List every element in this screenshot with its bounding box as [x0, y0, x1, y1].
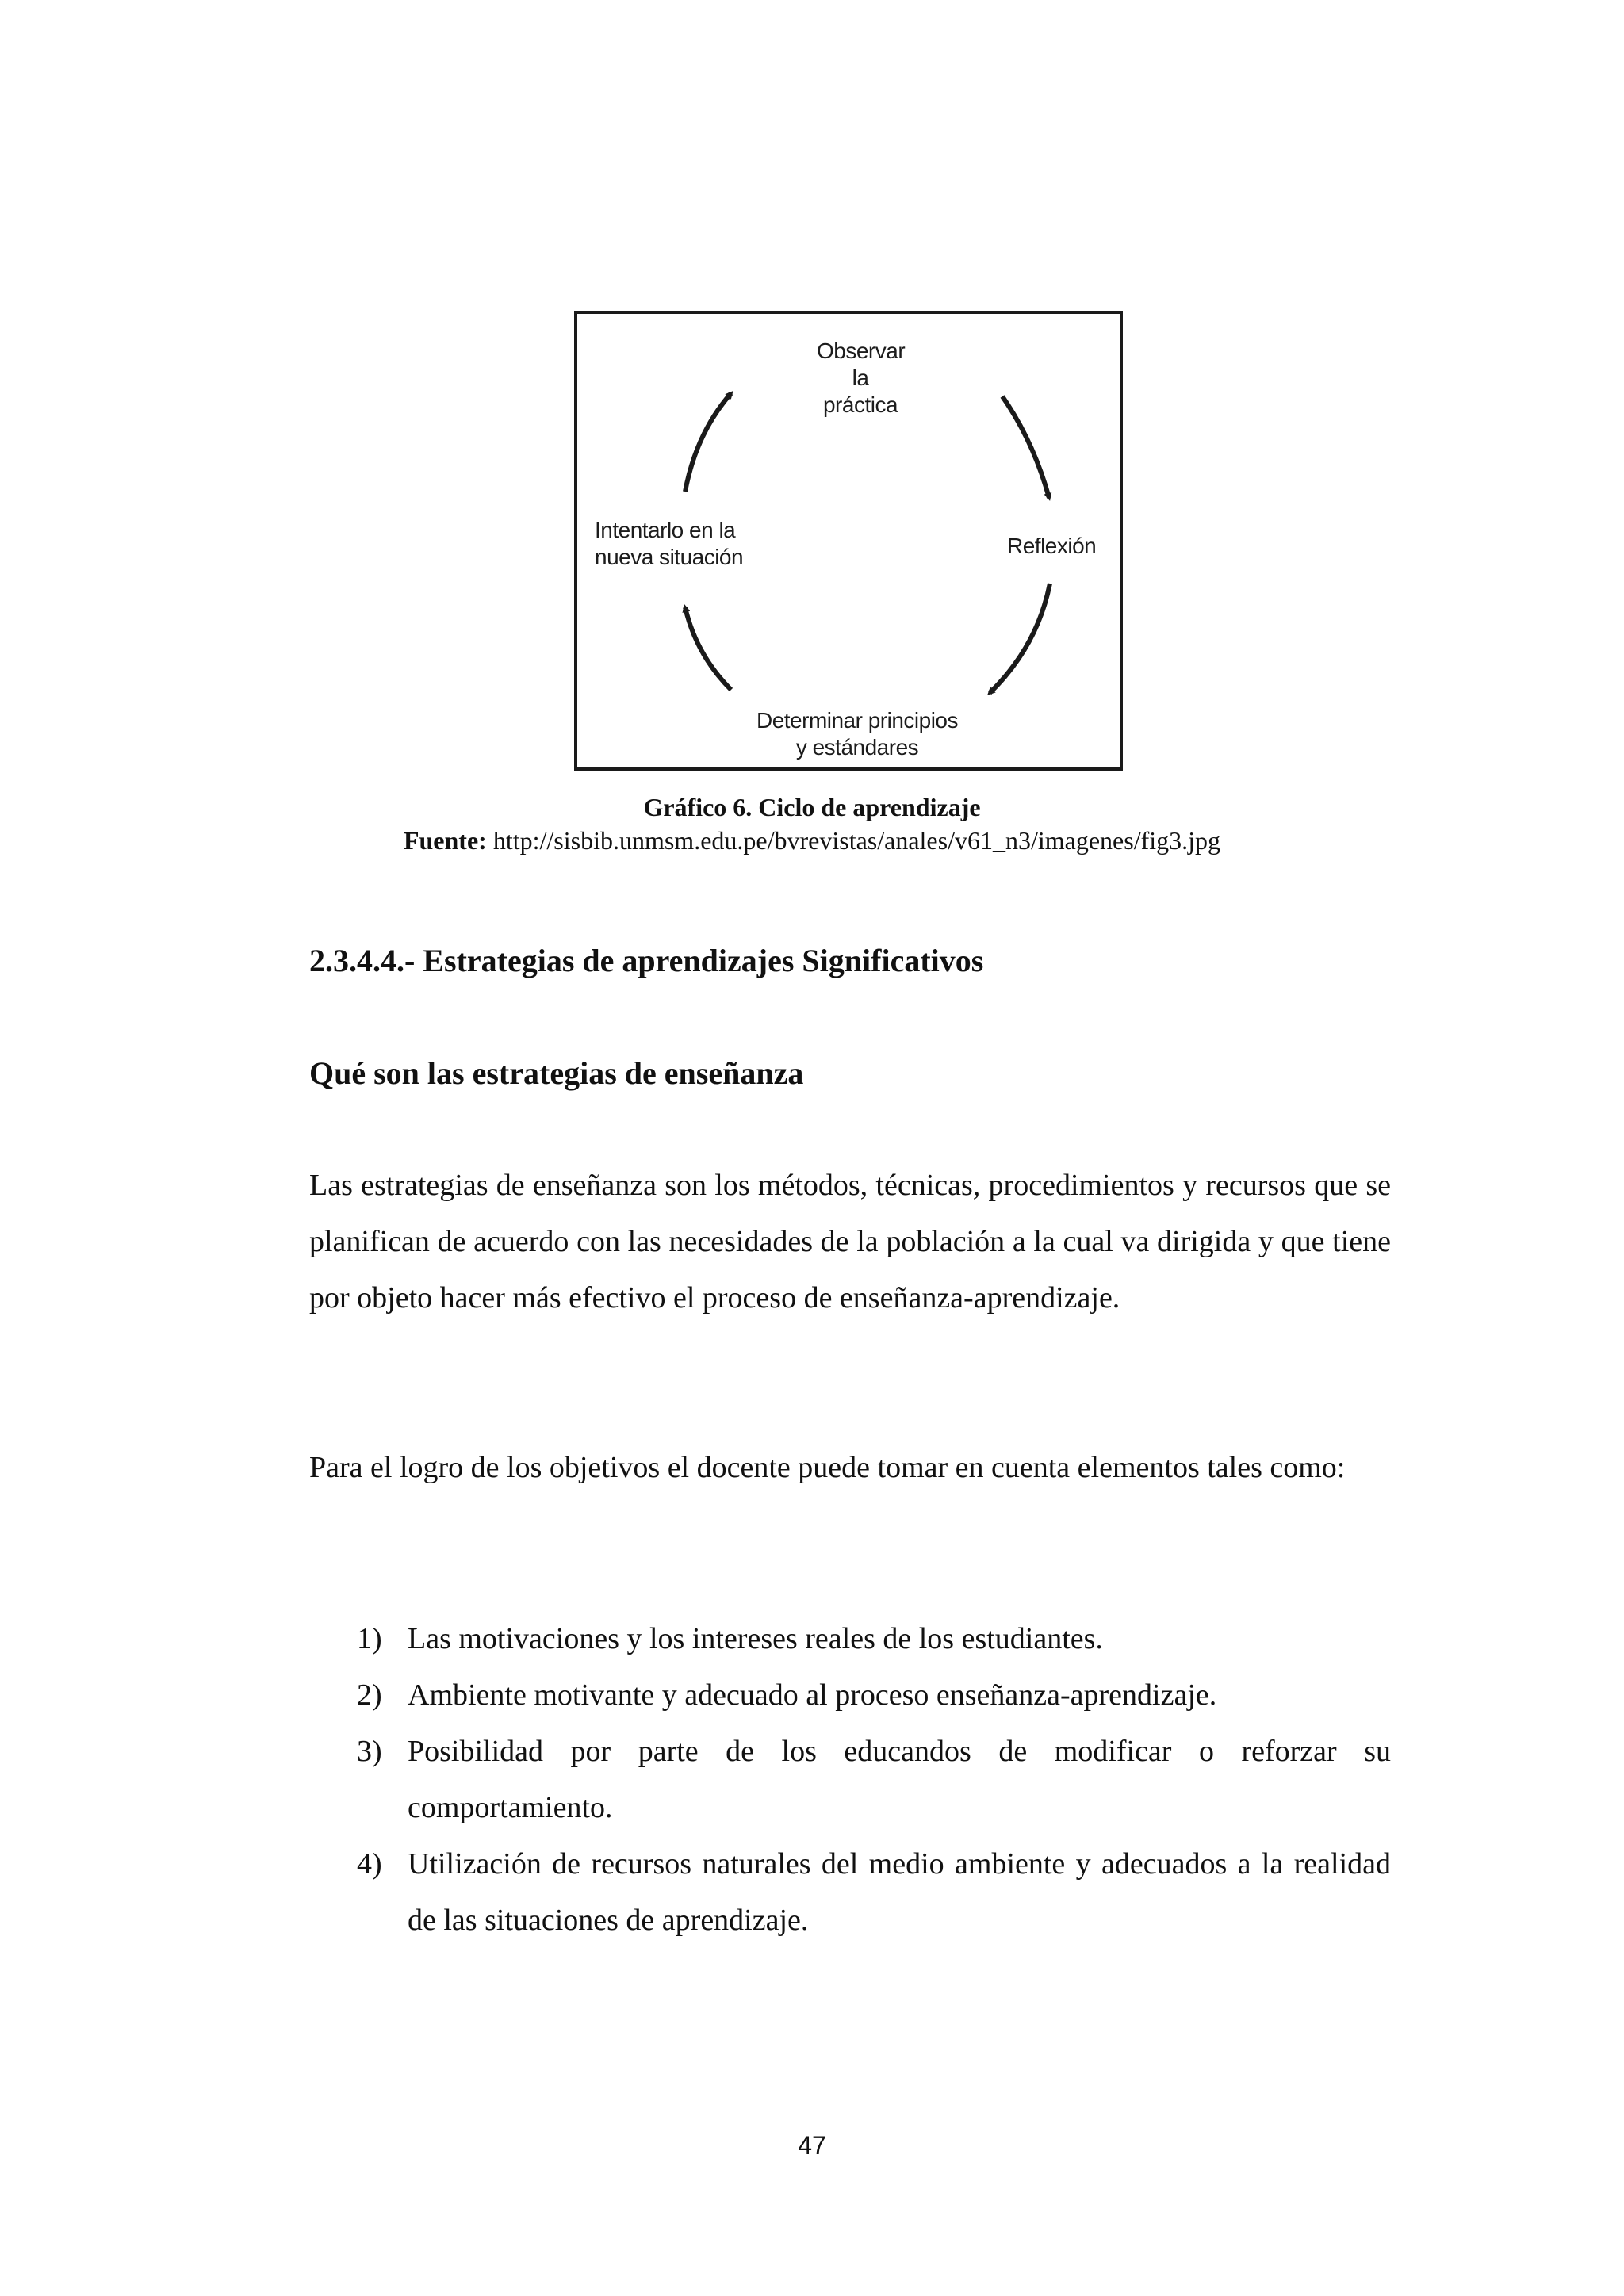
list-item-text: Ambiente motivante y adecuado al proceso enseñanza-aprendizaje.	[408, 1678, 1217, 1712]
figure-caption-title: Gráfico 6. Ciclo de aprendizaje	[643, 793, 981, 821]
arrow-observe-to-reflect	[1002, 396, 1049, 498]
subheading: Qué son las estrategias de enseñanza	[309, 1055, 804, 1091]
paragraph-1: Las estrategias de enseñanza son los métodos, técnicas, procedimientos y recursos que se planifican de acuerdo con las necesidades de la población a la cual va dirigida y que tiene por objeto hacer más efectivo el proceso de enseñanza-aprendizaje.	[309, 1169, 1391, 1314]
learning-cycle-diagram	[574, 311, 1123, 771]
section-heading: 2.3.4.4.- Estrategias de aprendizajes Significativos	[309, 943, 984, 978]
list-item-number: 3)	[357, 1735, 382, 1768]
list-item-number: 2)	[357, 1678, 382, 1712]
node-determinar-line2: y estándares	[795, 735, 919, 760]
list-item	[357, 1724, 1391, 1836]
page-number: 47	[798, 2131, 826, 2160]
elements-list	[357, 1611, 1391, 1949]
node-intentarlo-line1: Intentarlo en la	[595, 518, 736, 542]
node-intentarlo-line2: nueva situación	[595, 545, 744, 569]
list-item-text: Utilización de recursos naturales del medio ambiente y adecuados a la realidad de las situaciones de aprendizaje.	[408, 1847, 1391, 1937]
source-url: http://sisbib.unmsm.edu.pe/bvrevistas/anales/v61_n3/imagenes/fig3.jpg	[486, 826, 1221, 855]
arrow-try-to-observe	[685, 393, 731, 492]
list-item-number: 1)	[357, 1622, 382, 1655]
arrow-reflect-to-determine	[990, 584, 1050, 693]
node-observar-line1: Observar	[817, 339, 906, 363]
list-item-number: 4)	[357, 1847, 382, 1881]
list-item	[357, 1836, 1391, 1949]
node-intentarlo	[595, 517, 743, 571]
source-label: Fuente:	[403, 826, 487, 855]
list-item-text: Posibilidad por parte de los educandos de modificar o reforzar su comportamiento.	[408, 1735, 1391, 1824]
node-reflexion-line1: Reflexión	[1007, 534, 1097, 558]
list-item	[357, 1667, 1391, 1724]
list-item	[357, 1611, 1391, 1667]
node-determinar	[753, 707, 961, 761]
node-observar-line2: la práctica	[822, 365, 898, 417]
arrow-determine-to-try	[685, 607, 731, 690]
node-reflexion	[1007, 533, 1096, 560]
node-observar	[817, 338, 904, 419]
node-determinar-line1: Determinar principios	[756, 708, 959, 733]
paragraph-2: Para el logro de los objetivos el docente puede tomar en cuenta elementos tales como:	[309, 1451, 1346, 1484]
list-item-text: Las motivaciones y los intereses reales de los estudiantes.	[408, 1622, 1103, 1655]
figure-caption-source	[0, 826, 1624, 855]
